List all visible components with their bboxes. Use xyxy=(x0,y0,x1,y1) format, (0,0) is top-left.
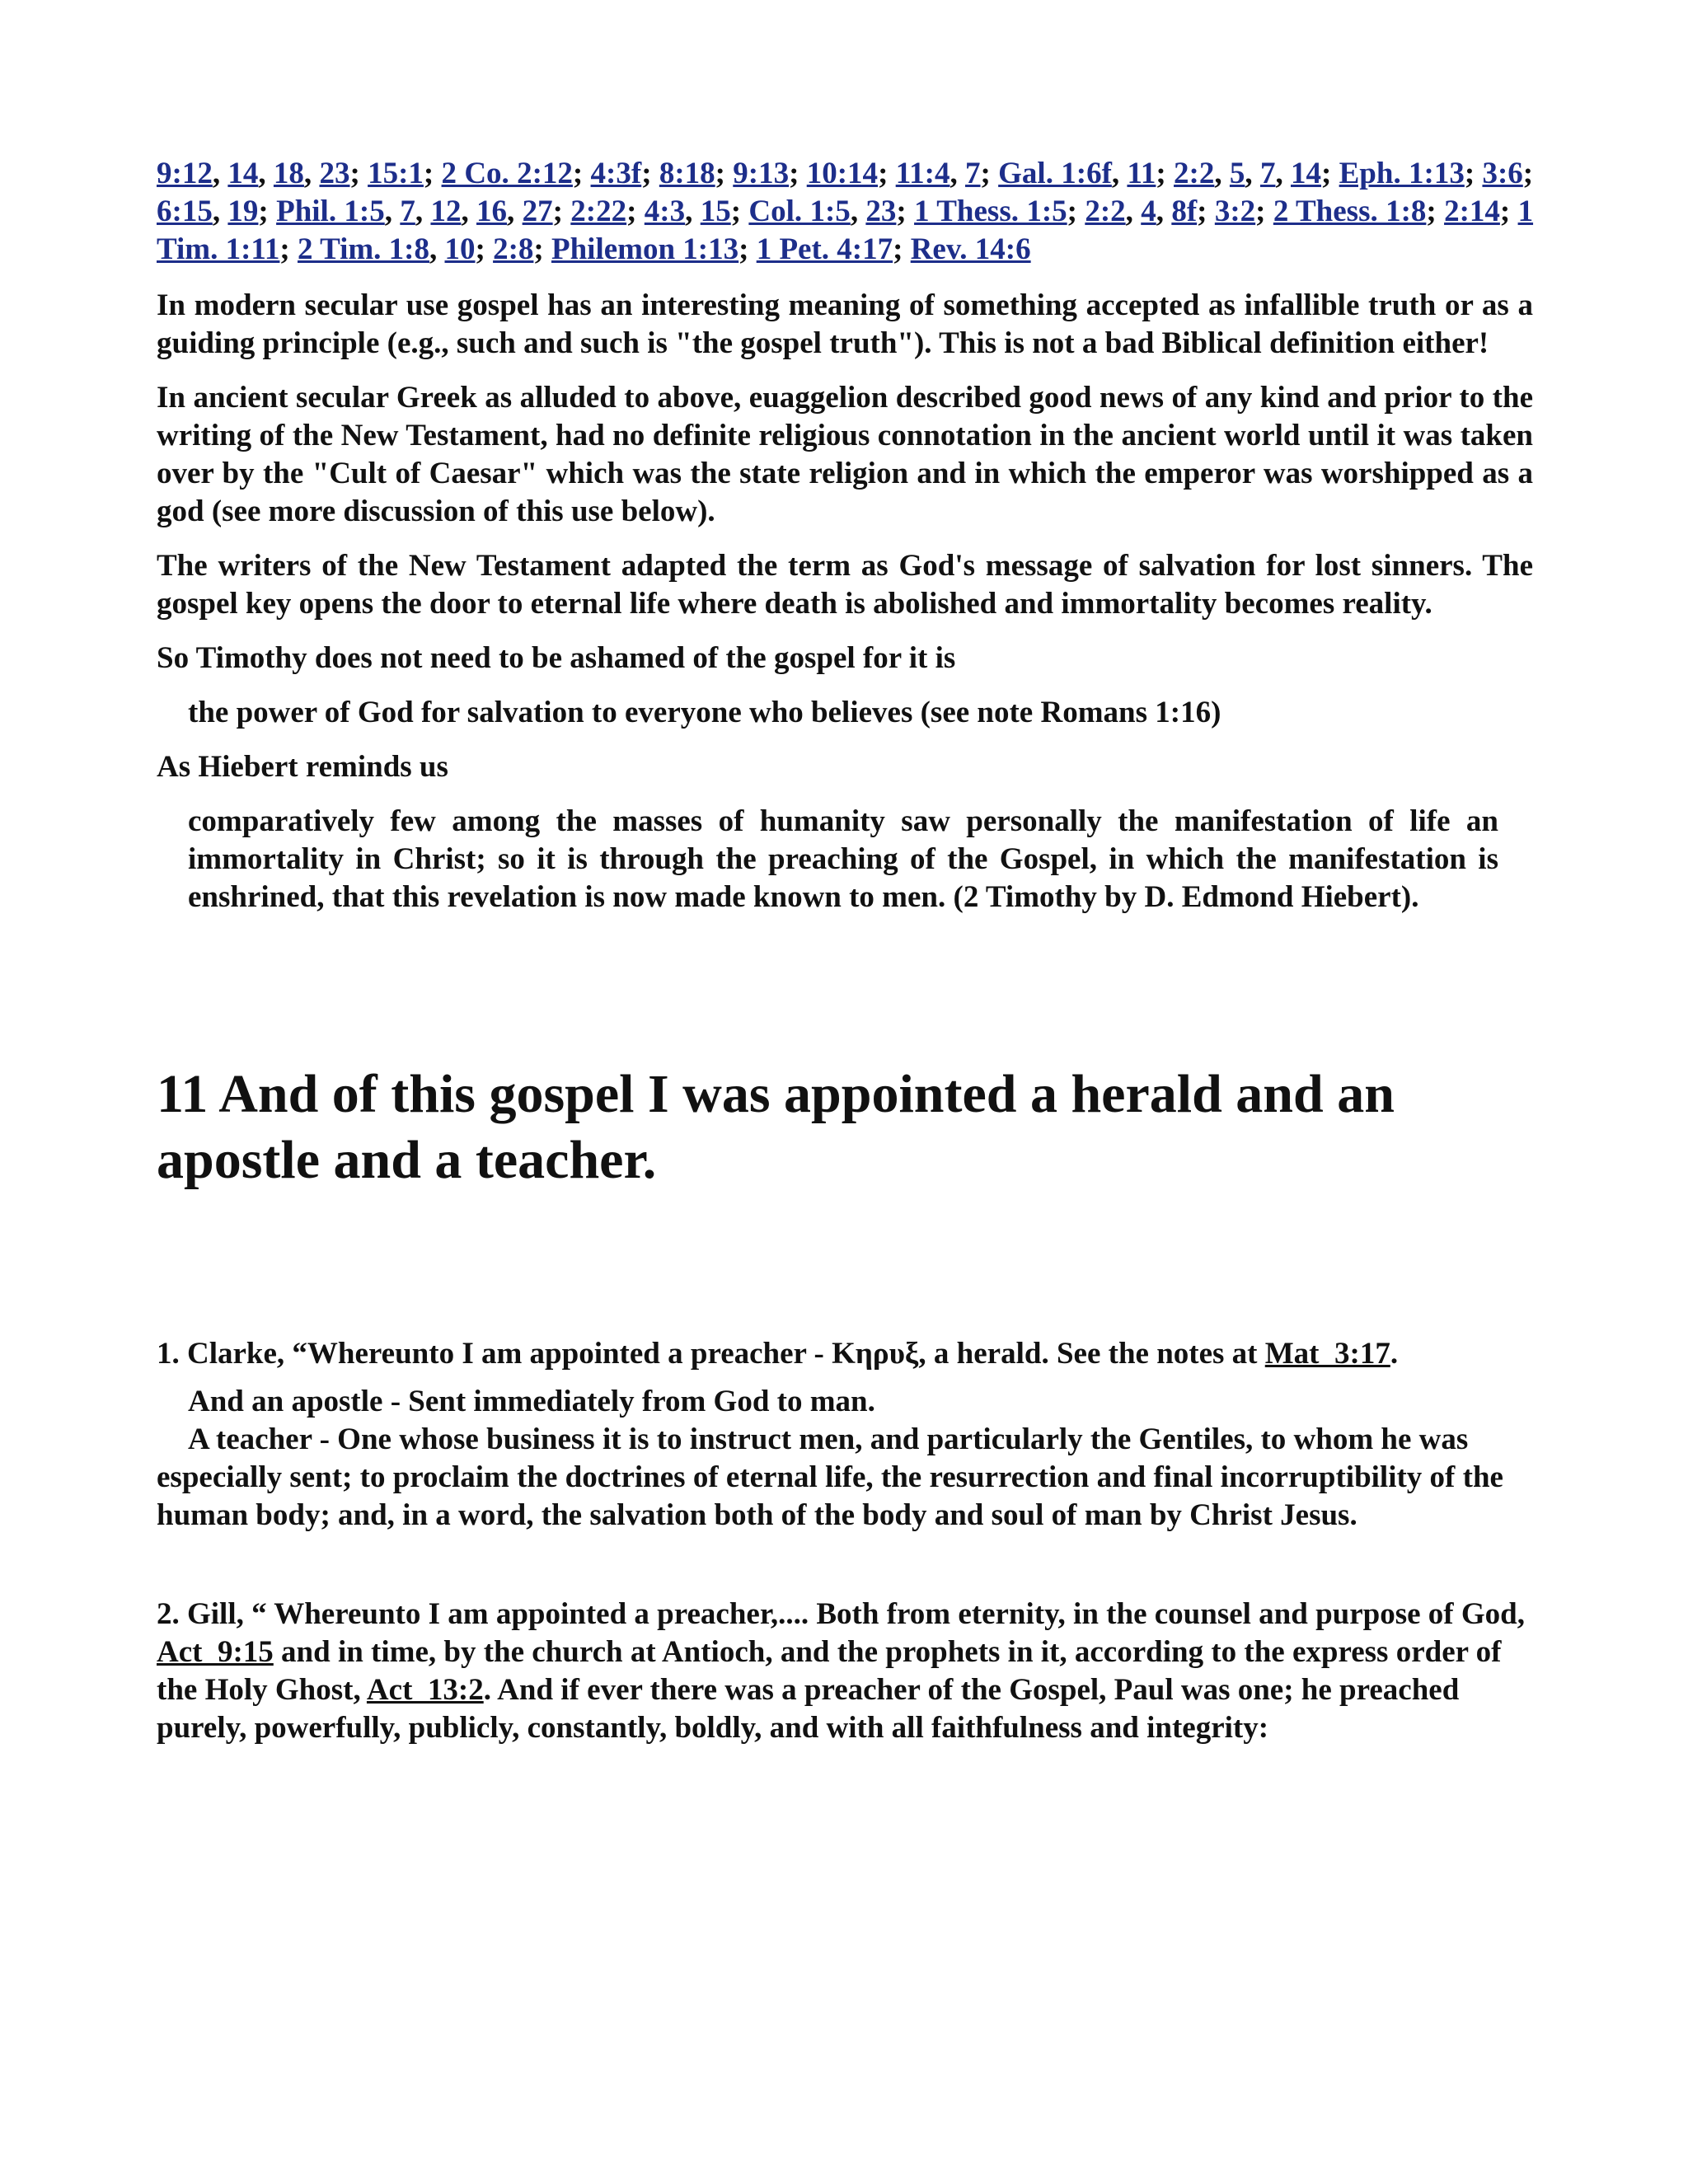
scripture-ref-link[interactable]: 3:2 xyxy=(1214,194,1256,228)
scripture-ref-link[interactable]: 2:14 xyxy=(1444,194,1500,228)
gill-ref-link-2[interactable]: Act_13:2 xyxy=(366,1673,484,1707)
verse-heading: 11 And of this gospel I was appointed a herald and an apostle and a teacher. xyxy=(157,1064,1395,1190)
ref-separator: , xyxy=(212,194,228,228)
ref-separator: ; xyxy=(279,232,298,266)
scripture-ref-link[interactable]: 1 Thess. 1:5 xyxy=(914,194,1067,228)
quote-power-of-god: the power of God for salvation to everyone who believes (see note Romans 1:16) xyxy=(188,696,1221,729)
document-page xyxy=(157,155,1533,1747)
scripture-ref-link[interactable]: 9:13 xyxy=(733,157,790,190)
clarke-apostle: And an apostle - Sent immediately from God to man. xyxy=(188,1385,875,1418)
ref-separator: ; xyxy=(423,157,442,190)
ref-separator: ; xyxy=(1522,157,1534,190)
scripture-ref-link[interactable]: 15:1 xyxy=(368,157,424,190)
commentary-gill xyxy=(157,1596,1533,1747)
scripture-ref-link[interactable]: 11 xyxy=(1127,157,1156,190)
paragraph-nt-writers: The writers of the New Testament adapted the term as God's message of salvation for lost sinners. The gospel key opens the door to eternal life where death is abolished and immortality becomes reality. xyxy=(157,549,1533,621)
scripture-ref-link[interactable]: 2:2 xyxy=(1085,194,1126,228)
paragraph-ancient-greek: In ancient secular Greek as alluded to above, euaggelion described good news of any kind and prior to the writing of the New Testament, had no definite religious connotation in the ancient world until it was taken over by the "Cult of Caesar" which was the state religion and in which the emperor was worshipped as a god (see more discussion of this use below). xyxy=(157,381,1533,528)
scripture-ref-link[interactable]: 6:15 xyxy=(157,194,213,228)
scripture-ref-link[interactable]: 7 xyxy=(1259,157,1276,190)
commentary-clarke xyxy=(157,1335,1533,1535)
scripture-ref-link[interactable]: 7 xyxy=(400,194,415,228)
scripture-ref-link[interactable]: 7 xyxy=(965,157,981,190)
ref-separator: , xyxy=(1275,157,1291,190)
scripture-ref-link[interactable]: 15 xyxy=(700,194,731,228)
scripture-ref-link[interactable]: 4:3f xyxy=(590,157,642,190)
scripture-ref-link[interactable]: 5 xyxy=(1229,157,1245,190)
scripture-ref-link[interactable]: 1 Tim. 1:11 xyxy=(157,194,1534,266)
ref-separator: ; xyxy=(1067,194,1085,228)
ref-separator: ; xyxy=(349,157,368,190)
ref-separator: ; xyxy=(1156,157,1175,190)
scripture-ref-link[interactable]: Phil. 1:5 xyxy=(276,194,385,228)
scripture-ref-link[interactable]: 4 xyxy=(1141,194,1156,228)
ref-separator: ; xyxy=(552,194,571,228)
scripture-reference-list xyxy=(157,155,1533,269)
ref-separator: , xyxy=(950,157,966,190)
scripture-ref-link[interactable]: 2 Co. 2:12 xyxy=(441,157,573,190)
ref-separator: ; xyxy=(1321,157,1339,190)
ref-separator: ; xyxy=(1464,157,1483,190)
scripture-ref-link[interactable]: Gal. 1:6f xyxy=(998,157,1112,190)
scripture-ref-link[interactable]: 3:6 xyxy=(1482,157,1523,190)
scripture-ref-link[interactable]: 18 xyxy=(273,157,304,190)
ref-separator: ; xyxy=(1255,194,1273,228)
scripture-ref-link[interactable]: 16 xyxy=(476,194,508,228)
ref-separator: ; xyxy=(878,157,896,190)
scripture-ref-link[interactable]: 12 xyxy=(430,194,462,228)
ref-separator: , xyxy=(461,194,477,228)
ref-separator: ; xyxy=(896,194,915,228)
clarke-ref-link[interactable]: Mat_3:17 xyxy=(1264,1337,1390,1371)
ref-separator: ; xyxy=(715,157,734,190)
paragraph-hiebert-intro: As Hiebert reminds us xyxy=(157,750,448,784)
clarke-teacher: A teacher - One whose business it is to instruct men, and particularly the Gentiles, to whom he was especially sent; to proclaim the doctrines of eternal life, the resurrection and final incorruptibility of the human body; and, in a word, the salvation both of the body and soul of man by Christ Jesus. xyxy=(157,1422,1503,1532)
clarke-intro xyxy=(157,1335,1533,1373)
ref-separator: , xyxy=(1245,157,1260,190)
ref-separator: ; xyxy=(626,194,645,228)
scripture-ref-link[interactable]: 9:12 xyxy=(157,157,213,190)
gill-part1: 2. Gill, “ Whereunto I am appointed a preacher,.... Both from eternity, in the counsel and purpose of God, xyxy=(157,1597,1525,1631)
paragraph-timothy: So Timothy does not need to be ashamed of the gospel for it is xyxy=(157,641,956,675)
ref-separator: , xyxy=(384,194,401,228)
scripture-ref-link[interactable]: Rev. 14:6 xyxy=(910,232,1031,266)
scripture-ref-link[interactable]: 14 xyxy=(1291,157,1321,190)
ref-separator: , xyxy=(1214,157,1230,190)
ref-separator: , xyxy=(1125,194,1142,228)
scripture-ref-link[interactable]: 23 xyxy=(865,194,897,228)
scripture-ref-link[interactable]: 23 xyxy=(319,157,350,190)
scripture-ref-link[interactable]: 8f xyxy=(1171,194,1198,228)
ref-separator: , xyxy=(850,194,866,228)
ref-separator: ; xyxy=(1426,194,1445,228)
scripture-ref-link[interactable]: 2 Thess. 1:8 xyxy=(1273,194,1427,228)
gill-part3: . And if ever there was a preacher of the Gospel, Paul was one; he preached purely, powerfully, publicly, constantly, boldly, and with all faithfulness and integrity: xyxy=(157,1673,1460,1745)
clarke-intro-end: . xyxy=(1390,1337,1399,1371)
scripture-ref-link[interactable]: 1 Pet. 4:17 xyxy=(756,232,893,266)
ref-separator: ; xyxy=(738,232,757,266)
ref-separator: ; xyxy=(1197,194,1215,228)
scripture-ref-link[interactable]: 10 xyxy=(444,232,476,266)
ref-separator: , xyxy=(429,232,445,266)
gill-part2: and in time, by the church at Antioch, and the prophets in it, according to the express order of the Holy Ghost, xyxy=(157,1635,1502,1707)
gill-text xyxy=(157,1596,1533,1747)
ref-separator: , xyxy=(212,157,228,190)
ref-separator: ; xyxy=(980,157,999,190)
ref-separator: ; xyxy=(258,194,277,228)
ref-separator: , xyxy=(507,194,523,228)
scripture-ref-link[interactable]: 14 xyxy=(227,157,259,190)
scripture-ref-link[interactable]: 2 Tim. 1:8 xyxy=(297,232,429,266)
scripture-ref-link[interactable]: 19 xyxy=(227,194,259,228)
clarke-intro-text: 1. Clarke, “Whereunto I am appointed a preacher - Κηρυξ, a herald. See the notes at xyxy=(157,1337,1265,1371)
ref-separator: ; xyxy=(641,157,659,190)
scripture-ref-link[interactable]: 2:22 xyxy=(570,194,627,228)
scripture-ref-link[interactable]: Philemon 1:13 xyxy=(551,232,739,266)
ref-separator: , xyxy=(1156,194,1172,228)
quote-hiebert: comparatively few among the masses of humanity saw personally the manifestation of life an immortality in Christ; so it is through the preaching of the Gospel, in which the manifestation is enshrined, that this revelation is now made known to men. (2 Timothy by D. Edmond Hiebert). xyxy=(188,804,1498,914)
scripture-ref-link[interactable]: 2:2 xyxy=(1174,157,1215,190)
scripture-ref-link[interactable]: 27 xyxy=(522,194,553,228)
scripture-ref-link[interactable]: 2:8 xyxy=(493,232,534,266)
scripture-ref-link[interactable]: 4:3 xyxy=(644,194,686,228)
scripture-ref-link[interactable]: Eph. 1:13 xyxy=(1339,157,1465,190)
ref-separator: ; xyxy=(533,232,551,266)
scripture-ref-link[interactable]: 8:18 xyxy=(659,157,715,190)
ref-separator: , xyxy=(415,194,431,228)
scripture-ref-link[interactable]: Col. 1:5 xyxy=(748,194,851,228)
scripture-ref-link[interactable]: 10:14 xyxy=(806,157,879,190)
ref-separator: , xyxy=(685,194,701,228)
paragraph-modern-use: In modern secular use gospel has an interesting meaning of something accepted as infallible truth or as a guiding principle (e.g., such and such is "the gospel truth"). This is not a bad Biblical definition either! xyxy=(157,288,1533,360)
scripture-ref-link[interactable]: 11:4 xyxy=(895,157,950,190)
gill-ref-link-1[interactable]: Act_9:15 xyxy=(157,1635,274,1669)
ref-separator: , xyxy=(258,157,274,190)
ref-separator: ; xyxy=(789,157,807,190)
ref-separator: ; xyxy=(1499,194,1518,228)
ref-separator: ; xyxy=(572,157,591,190)
ref-separator: ; xyxy=(893,232,911,266)
ref-separator: ; xyxy=(475,232,494,266)
ref-separator: , xyxy=(303,157,320,190)
ref-separator: ; xyxy=(730,194,749,228)
ref-separator: , xyxy=(1111,157,1128,190)
